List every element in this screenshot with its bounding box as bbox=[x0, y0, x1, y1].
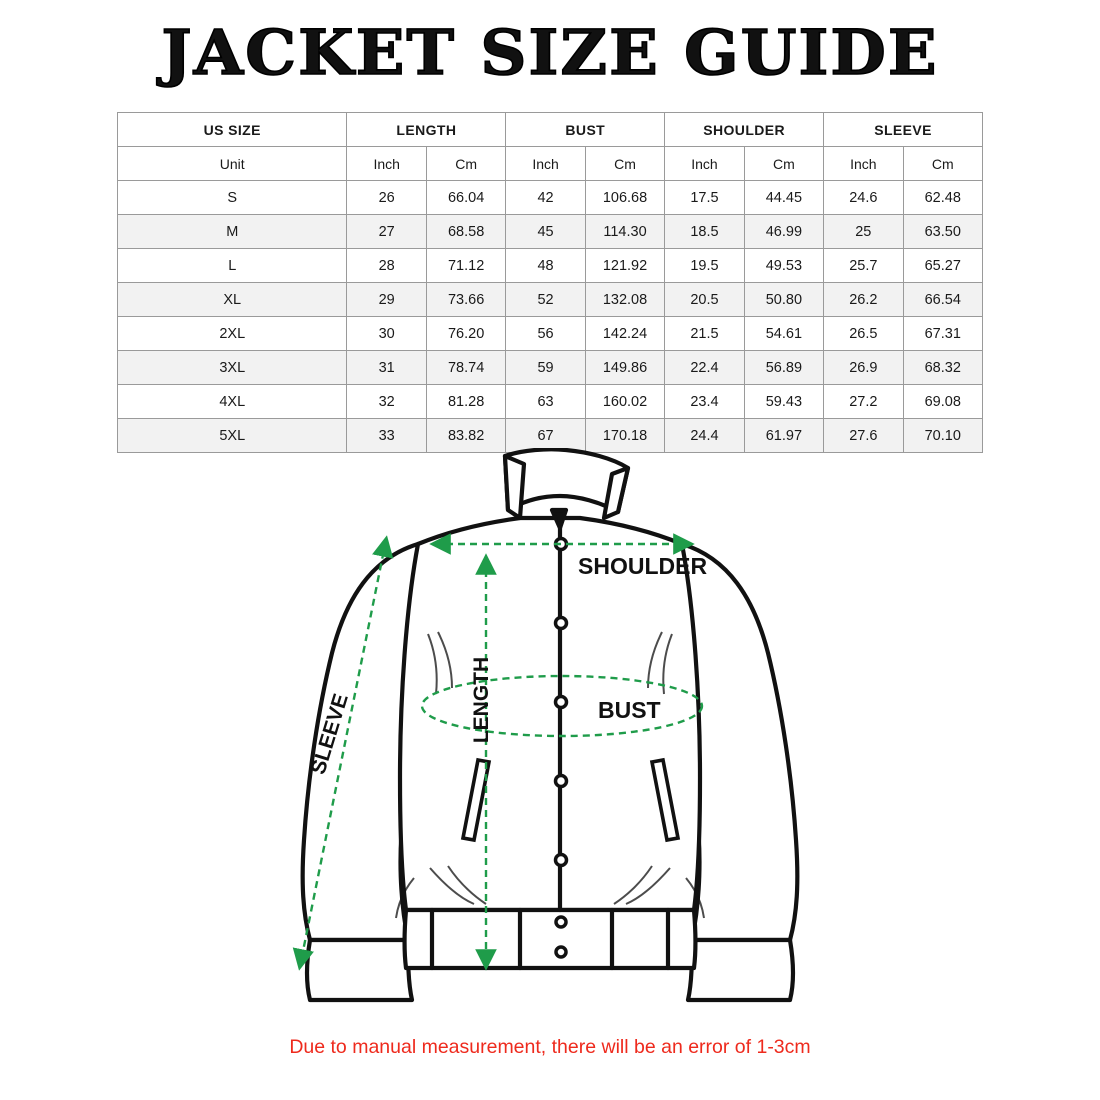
measurement-cell: 142.24 bbox=[585, 317, 664, 351]
measurement-cell: 26.2 bbox=[824, 283, 903, 317]
size-name-cell: 3XL bbox=[118, 351, 347, 385]
measurement-cell: 27.2 bbox=[824, 385, 903, 419]
size-name-cell: 2XL bbox=[118, 317, 347, 351]
measurement-cell: 22.4 bbox=[665, 351, 744, 385]
measurement-cell: 42 bbox=[506, 181, 585, 215]
unit-cell: Inch bbox=[506, 147, 585, 181]
unit-cell: Inch bbox=[824, 147, 903, 181]
measurement-cell: 73.66 bbox=[426, 283, 505, 317]
measurement-cell: 68.32 bbox=[903, 351, 982, 385]
measurement-cell: 69.08 bbox=[903, 385, 982, 419]
length-label: LENGTH bbox=[470, 656, 493, 744]
measurement-cell: 160.02 bbox=[585, 385, 664, 419]
measurement-cell: 62.48 bbox=[903, 181, 982, 215]
measurement-cell: 28 bbox=[347, 249, 426, 283]
measurement-cell: 23.4 bbox=[665, 385, 744, 419]
unit-cell: Inch bbox=[665, 147, 744, 181]
size-name-cell: 5XL bbox=[118, 419, 347, 453]
measurement-cell: 59.43 bbox=[744, 385, 823, 419]
unit-cell: Cm bbox=[585, 147, 664, 181]
measurement-cell: 20.5 bbox=[665, 283, 744, 317]
measurement-cell: 121.92 bbox=[585, 249, 664, 283]
measurement-cell: 66.54 bbox=[903, 283, 982, 317]
table-row bbox=[118, 317, 983, 351]
measurement-cell: 26.9 bbox=[824, 351, 903, 385]
measurement-cell: 31 bbox=[347, 351, 426, 385]
measurement-cell: 65.27 bbox=[903, 249, 982, 283]
measurement-cell: 24.6 bbox=[824, 181, 903, 215]
measurement-cell: 44.45 bbox=[744, 181, 823, 215]
measurement-cell: 63.50 bbox=[903, 215, 982, 249]
measurement-cell: 68.58 bbox=[426, 215, 505, 249]
measurement-cell: 27 bbox=[347, 215, 426, 249]
measurement-cell: 26.5 bbox=[824, 317, 903, 351]
measurement-disclaimer: Due to manual measurement, there will be an error of 1-3cm bbox=[289, 1036, 811, 1058]
measurement-cell: 70.10 bbox=[903, 419, 982, 453]
measurement-cell: 78.74 bbox=[426, 351, 505, 385]
table-row bbox=[118, 249, 983, 283]
measurement-cell: 25 bbox=[824, 215, 903, 249]
sleeve-label: SLEEVE bbox=[306, 691, 353, 778]
table-row bbox=[118, 181, 983, 215]
measurement-cell: 81.28 bbox=[426, 385, 505, 419]
measurement-cell: 33 bbox=[347, 419, 426, 453]
measurement-cell: 24.4 bbox=[665, 419, 744, 453]
group-header-cell: LENGTH bbox=[347, 113, 506, 147]
measurement-cell: 26 bbox=[347, 181, 426, 215]
measurement-cell: 149.86 bbox=[585, 351, 664, 385]
measurement-cell: 61.97 bbox=[744, 419, 823, 453]
measurement-cell: 67.31 bbox=[903, 317, 982, 351]
table-row bbox=[118, 283, 983, 317]
table-group-header-row bbox=[118, 113, 983, 147]
table-unit-row bbox=[118, 147, 983, 181]
measurement-cell: 30 bbox=[347, 317, 426, 351]
measurement-cell: 67 bbox=[506, 419, 585, 453]
size-name-cell: M bbox=[118, 215, 347, 249]
measurement-cell: 56.89 bbox=[744, 351, 823, 385]
size-name-cell: XL bbox=[118, 283, 347, 317]
measurement-cell: 19.5 bbox=[665, 249, 744, 283]
measurement-cell: 56 bbox=[506, 317, 585, 351]
measurement-cell: 52 bbox=[506, 283, 585, 317]
measurement-cell: 83.82 bbox=[426, 419, 505, 453]
size-name-cell: S bbox=[118, 181, 347, 215]
measurement-cell: 27.6 bbox=[824, 419, 903, 453]
measurement-cell: 132.08 bbox=[585, 283, 664, 317]
measurement-cell: 71.12 bbox=[426, 249, 505, 283]
shoulder-label: SHOULDER bbox=[578, 553, 708, 579]
measurement-cell: 106.68 bbox=[585, 181, 664, 215]
measurement-cell: 25.7 bbox=[824, 249, 903, 283]
table-row bbox=[118, 215, 983, 249]
measurement-cell: 50.80 bbox=[744, 283, 823, 317]
measurement-cell: 48 bbox=[506, 249, 585, 283]
measurement-cell: 49.53 bbox=[744, 249, 823, 283]
page-title: JACKET SIZE GUIDE bbox=[161, 16, 939, 89]
measurement-cell: 76.20 bbox=[426, 317, 505, 351]
bust-label: BUST bbox=[598, 697, 661, 723]
jacket-illustration bbox=[0, 448, 1100, 1028]
size-chart-table bbox=[117, 112, 983, 453]
measurement-cell: 18.5 bbox=[665, 215, 744, 249]
table-row bbox=[118, 351, 983, 385]
measurement-cell: 54.61 bbox=[744, 317, 823, 351]
measurement-cell: 46.99 bbox=[744, 215, 823, 249]
group-header-cell: US SIZE bbox=[118, 113, 347, 147]
group-header-cell: BUST bbox=[506, 113, 665, 147]
measurement-cell: 21.5 bbox=[665, 317, 744, 351]
unit-cell: Cm bbox=[903, 147, 982, 181]
group-header-cell: SHOULDER bbox=[665, 113, 824, 147]
measurement-cell: 63 bbox=[506, 385, 585, 419]
measurement-cell: 45 bbox=[506, 215, 585, 249]
group-header-cell: SLEEVE bbox=[824, 113, 983, 147]
measurement-cell: 29 bbox=[347, 283, 426, 317]
unit-cell: Cm bbox=[744, 147, 823, 181]
unit-cell: Unit bbox=[118, 147, 347, 181]
measurement-cell: 114.30 bbox=[585, 215, 664, 249]
jacket-drawing bbox=[303, 449, 798, 1000]
size-name-cell: L bbox=[118, 249, 347, 283]
table-row bbox=[118, 385, 983, 419]
size-name-cell: 4XL bbox=[118, 385, 347, 419]
measurement-cell: 170.18 bbox=[585, 419, 664, 453]
measurement-cell: 32 bbox=[347, 385, 426, 419]
measurement-cell: 59 bbox=[506, 351, 585, 385]
measurement-cell: 66.04 bbox=[426, 181, 505, 215]
unit-cell: Cm bbox=[426, 147, 505, 181]
measurement-cell: 17.5 bbox=[665, 181, 744, 215]
unit-cell: Inch bbox=[347, 147, 426, 181]
size-table-container bbox=[117, 112, 983, 453]
